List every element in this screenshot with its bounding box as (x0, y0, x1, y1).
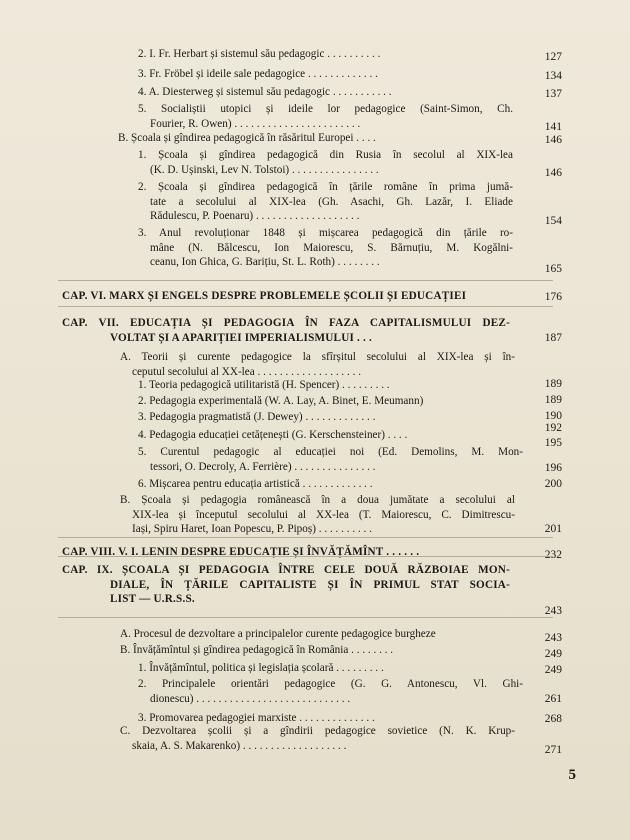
chapter-heading-line: CAP. VIII. V. I. LENIN DESPRE EDUCAȚIE ȘI ÎNVĂȚĂMÎNT . . . . . . (62, 546, 420, 558)
toc-page-number: 146 (544, 134, 562, 146)
toc-entry-line: ceanu, Ion Ghica, G. Barițiu, St. L. Roth) . . . . . . . . (150, 256, 380, 268)
toc-page-number: 261 (544, 693, 562, 705)
toc-page-number: 154 (544, 215, 562, 227)
toc-entry-line: 1. Școala și gîndirea pedagogică din Rusia în secolul al XIX-lea (138, 149, 513, 161)
toc-entry-line: B. Școala și gîndirea pedagogică în răsăritul Europei . . . . (118, 132, 376, 144)
toc-page-number: 243 (544, 605, 562, 617)
toc-page-number: 192 (544, 422, 562, 434)
toc-entry-line: skaia, A. S. Makarenko) . . . . . . . . . . . . . . . . . . . (132, 739, 347, 752)
chapter-heading-line: DIALE, ÎN ȚĂRILE CAPITALISTE ȘI ÎN PRIMUL STAT SOCIA- (110, 578, 510, 591)
toc-page-number: 137 (544, 88, 562, 100)
section-divider (58, 537, 553, 538)
toc-page-number: 249 (544, 664, 562, 676)
toc-page-number: 232 (544, 549, 562, 561)
toc-entry-line: 3. Fr. Fröbel și ideile sale pedagogice . . . . . . . . . . . . . (138, 68, 378, 80)
toc-entry-line: C. Dezvoltarea școlii și a gîndirii pedagogice sovietice (N. K. Krup- (120, 725, 515, 737)
toc-page-number: 196 (544, 462, 562, 474)
toc-page-number: 176 (544, 291, 562, 303)
toc-entry-line: Fourier, R. Owen) . . . . . . . . . . . . . . . . . . . . . . . (150, 117, 361, 130)
toc-entry-line: dionescu) . . . . . . . . . . . . . . . . . . . . . . . . . . . . (150, 692, 351, 705)
toc-entry-line: 4. A. Diesterweg și sistemul său pedagogic . . . . . . . . . . . (138, 86, 392, 98)
toc-entry-line: tate a secolului al XIX-lea (Gh. Asachi, Gh. Lazăr, I. Eliade (150, 195, 513, 208)
toc-entry-line: 2. Pedagogia experimentală (W. A. Lay, A. Binet, E. Meumann) (138, 395, 424, 407)
toc-entry-line: Iași, Spiru Haret, Ioan Popescu, P. Pipoș) . . . . . . . . . . (132, 523, 372, 535)
toc-page-number: 271 (544, 744, 562, 756)
toc-page-number: 189 (544, 378, 562, 390)
toc-entry-line: 1. Teoria pedagogică utilitaristă (H. Spencer) . . . . . . . . . (138, 379, 390, 391)
toc-entry-line: 2. Școala și gîndirea pedagogică în țările române în prima jumă- (138, 181, 513, 193)
toc-page-number: 187 (544, 332, 562, 344)
chapter-heading-line: CAP. VI. MARX ȘI ENGELS DESPRE PROBLEMELE ȘCOLII ȘI EDUCAȚIEI (62, 290, 467, 302)
chapter-heading-line: LIST — U.R.S.S. (110, 593, 195, 605)
toc-entry-line: mâne (N. Bălcescu, Ion Maiorescu, S. Bărnuțiu, M. Kogălni- (150, 241, 513, 254)
toc-entry-line: 4. Pedagogia educației cetățenești (G. Kerschensteiner) . . . . (138, 429, 408, 441)
toc-entry-line: 3. Promovarea pedagogiei marxiste . . . . . . . . . . . . . . (138, 712, 375, 724)
toc-page-number: 127 (544, 51, 562, 63)
toc-entry-line: Rădulescu, P. Poenaru) . . . . . . . . . . . . . . . . . . . (150, 210, 360, 222)
toc-page-number: 189 (544, 394, 562, 406)
toc-page-number: 201 (544, 523, 562, 535)
toc-page-number: 134 (544, 70, 562, 82)
section-divider (58, 280, 553, 281)
page-number: 5 (568, 767, 576, 783)
toc-entry-line: tessori, O. Decroly, A. Ferrière) . . . . . . . . . . . . . . . (150, 460, 376, 473)
toc-entry-line: (K. D. Ușinski, Lev N. Tolstoi) . . . . . . . . . . . . . . . . (150, 163, 379, 176)
section-divider (58, 617, 553, 618)
toc-entry-line: 3. Anul revoluționar 1848 și mișcarea pedagogică din țările ro- (138, 227, 513, 239)
toc-page-number: 165 (544, 263, 562, 275)
toc-entry-line: 3. Pedagogia pragmatistă (J. Dewey) . . . . . . . . . . . . . (138, 411, 376, 423)
chapter-heading-line: CAP. IX. ȘCOALA ȘI PEDAGOGIA ÎNTRE CELE DOUĂ RĂZBOIAE MON- (62, 564, 510, 576)
toc-entry-line: ceputul secolului al XX-lea . . . . . . . . . . . . . . . . . . . (132, 365, 361, 378)
toc-entry-line: A. Teorii și curente pedagogice la sfîrșitul secolului al XIX-lea și în- (120, 351, 515, 363)
toc-entry-line: B. Școala și pedagogia românească în a doua jumătate a secolului al (120, 494, 515, 506)
section-divider (58, 556, 553, 557)
toc-entry-line: 5. Socialiștii utopici și ideile lor pedagogice (Saint-Simon, Ch. (138, 103, 513, 115)
toc-entry-line: A. Procesul de dezvoltare a principalelor curente pedagogice burgheze (120, 628, 436, 640)
toc-page-number: 249 (544, 648, 562, 660)
toc-page-number: 268 (544, 713, 562, 725)
section-divider (58, 306, 553, 307)
chapter-heading-line: VOLTAT ȘI A APARIȚIEI IMPERIALISMULUI . . . (110, 331, 373, 344)
toc-page-number: 146 (544, 167, 562, 179)
toc-entry-line: 1. Învățămîntul, politica și legislația școlară . . . . . . . . . (138, 662, 384, 674)
toc-entry-line: 5. Curentul pedagogic al educației noi (Ed. Demolins, M. Mon- (138, 446, 523, 458)
toc-entry-line: 2. I. Fr. Herbart și sistemul său pedagogic . . . . . . . . . . (138, 48, 381, 60)
toc-entry-line: 6. Mișcarea pentru educația artistică . . . . . . . . . . . . . (138, 478, 373, 490)
toc-page-number: 195 (544, 437, 562, 449)
toc-entry-line: XIX-lea și începutul secolului al XX-lea (T. Maiorescu, C. Dimitrescu- (132, 508, 515, 521)
toc-entry-line: 2. Principalele orientări pedagogice (G. G. Antonescu, Vl. Ghi- (138, 678, 523, 690)
toc-page-number: 141 (544, 121, 562, 133)
chapter-heading-line: CAP. VII. EDUCAȚIA ȘI PEDAGOGIA ÎN FAZA CAPITALISMULUI DEZ- (62, 317, 510, 329)
toc-page-number: 200 (544, 478, 562, 490)
toc-page-number: 243 (544, 632, 562, 644)
toc-entry-line: B. Învățămîntul și gîndirea pedagogică în România . . . . . . . . (120, 644, 394, 656)
toc-page-number: 190 (544, 410, 562, 422)
